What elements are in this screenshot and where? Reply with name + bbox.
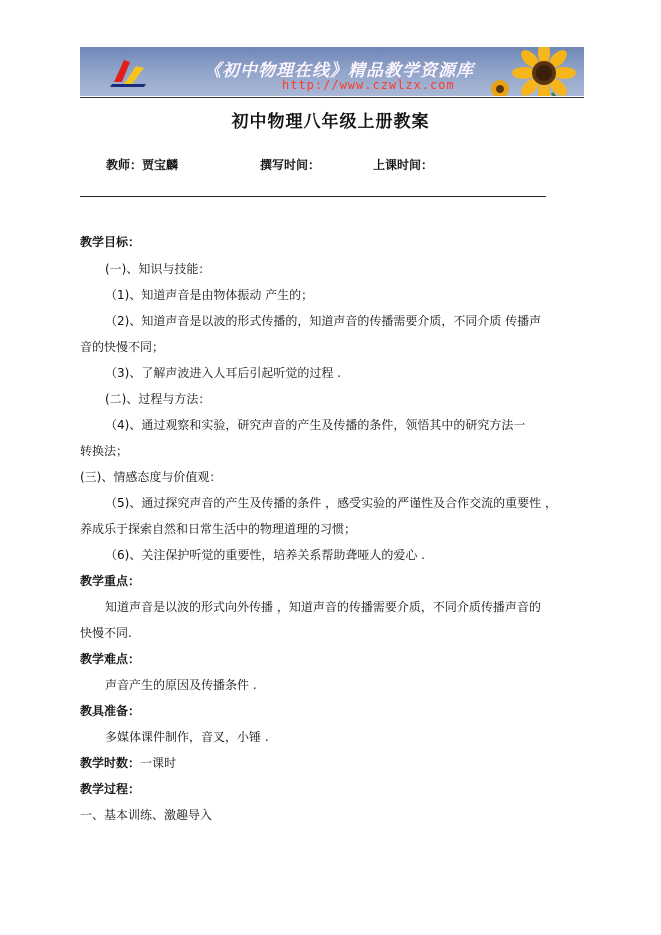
goal-item-4-cont: 转换法；	[80, 444, 129, 458]
goal-section-1: (一)、知识与技能：	[105, 262, 211, 276]
process-heading: 教学过程：	[80, 782, 141, 796]
logo-icon	[110, 56, 148, 88]
document-title: 初中物理八年级上册教案	[231, 112, 430, 132]
key-text: 知道声音是以波的形式向外传播 ，知道声音的传播需要介质，不同介质传播声音的	[105, 600, 541, 614]
goal-section-2: (二)、过程与方法：	[105, 392, 211, 406]
class-time-label: 上课时间：	[373, 158, 434, 172]
tools-text: 多媒体课件制作，音叉，小锤 .	[105, 730, 269, 744]
goals-heading: 教学目标：	[80, 235, 141, 249]
hours-text: 一课时	[140, 756, 177, 770]
goal-item-2: （2)、知道声音是以波的形式传播的，知道声音的传播需要介质，不同介质 传播声	[105, 314, 542, 328]
header-title: 《初中物理在线》精品教学资源库	[204, 61, 474, 81]
hours-heading: 教学时数：	[80, 756, 141, 770]
written-time-label: 撰写时间：	[260, 158, 321, 172]
difficulty-text: 声音产生的原因及传播条件 .	[105, 678, 257, 692]
header-banner	[80, 47, 584, 96]
goal-section-3: (三)、情感态度与价值观：	[80, 470, 222, 484]
key-text-cont: 快慢不同.	[80, 626, 132, 640]
goal-item-4: （4)、通过观察和实验，研究声音的产生及传播的条件，领悟其中的研究方法一	[105, 418, 526, 432]
goal-item-3: （3)、了解声波进入人耳后引起听觉的过程 .	[105, 366, 341, 380]
goal-item-2-cont: 音的快慢不同；	[80, 340, 165, 354]
hours-row	[80, 755, 176, 771]
goal-item-5-cont: 养成乐于探索自然和日常生活中的物理道理的习惯；	[80, 522, 357, 536]
tools-heading: 教具准备：	[80, 704, 141, 718]
header-divider	[80, 97, 584, 98]
sunflower-icon	[482, 47, 584, 96]
meta-divider	[80, 196, 546, 197]
goal-item-1: （1)、知道声音是由物体振动 产生的；	[105, 288, 314, 302]
key-heading: 教学重点：	[80, 574, 141, 588]
teacher-label: 教师：贾宝麟	[106, 158, 179, 172]
goal-item-5: （5)、通过探究声音的产生及传播的条件 ，感受实验的严谨性及合作交流的重要性 ，	[105, 496, 557, 510]
difficulty-heading: 教学难点：	[80, 652, 141, 666]
goal-item-6: （6)、关注保护听觉的重要性，培养关系帮助聋哑人的爱心 .	[105, 548, 425, 562]
header-url: http://www.czwlzx.com	[282, 78, 455, 92]
process-step-1: 一、基本训练、激趣导入	[80, 808, 213, 822]
